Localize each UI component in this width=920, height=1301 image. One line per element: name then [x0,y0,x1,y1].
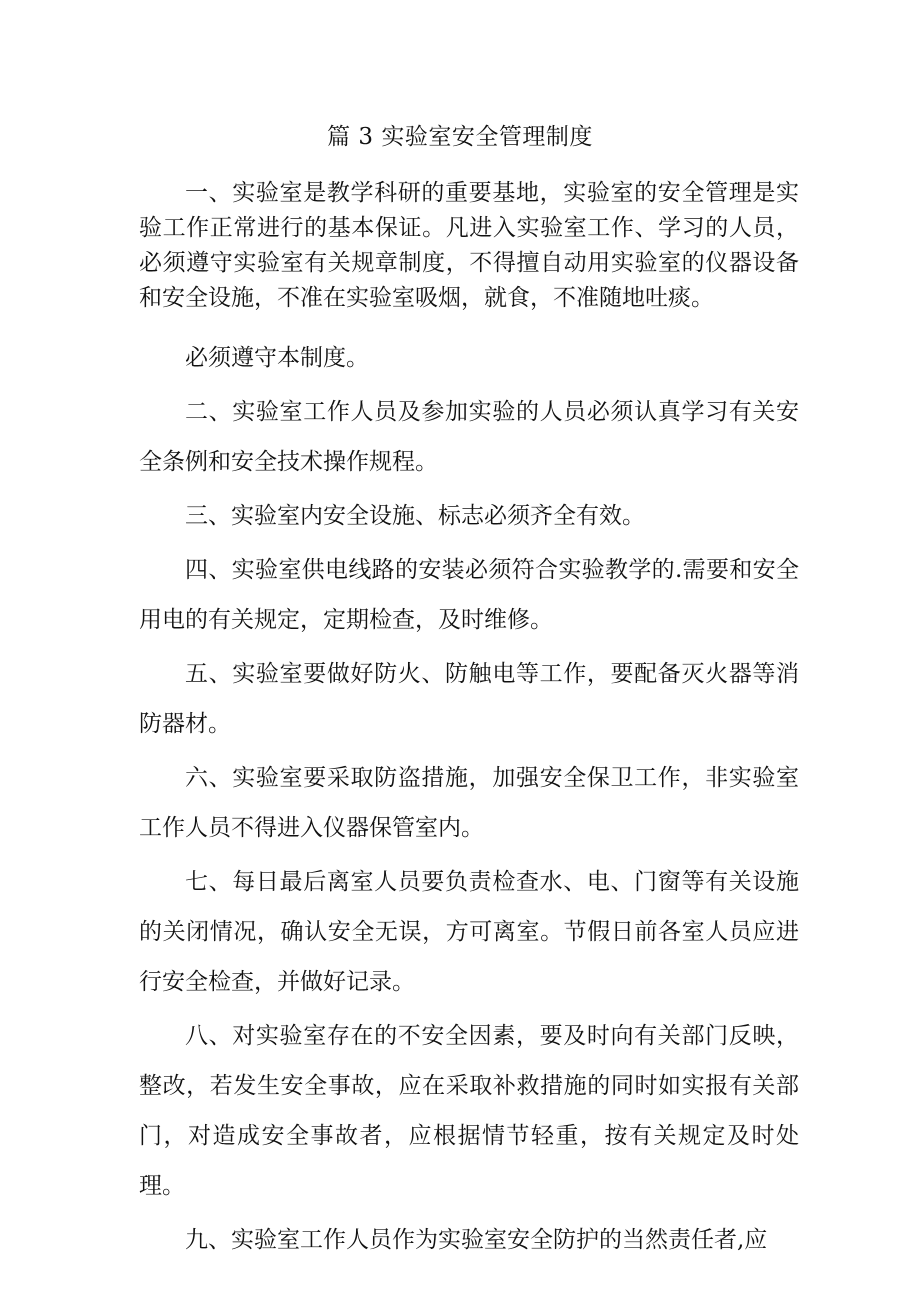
paragraph-4: 三、实验室内安全设施、标志必须齐全有效。 [185,503,645,529]
paragraph-2: 必须遵守本制度。 [185,345,369,371]
paragraph-5: 四、实验室供电线路的安装必须符合实验教学的.需要和安全用电的有关规定，定期检查，及时维修。 [139,557,799,633]
paragraph-7: 六、实验室要采取防盗措施，加强安全保卫工作，非实验室工作人员不得进入仪器保管室内。 [139,765,799,841]
paragraph-3: 二、实验室工作人员及参加实验的人员必须认真学习有关安全条例和安全技术操作规程。 [139,399,799,475]
paragraph-9: 八、对实验室存在的不安全因素，要及时向有关部门反映，整改，若发生安全事故，应在采取补救措施的同时如实报有关部门，对造成安全事故者，应根据情节轻重，按有关规定及时处理。 [139,1023,799,1199]
document-title: 篇 3 实验室安全管理制度 [327,124,593,150]
paragraph-1: 一、实验室是教学科研的重要基地，实验室的安全管理是实验工作正常进行的基本保证。凡进入实验室工作、学习的人员，必须遵守实验室有关规章制度，不得擅自动用实验室的仪器设备和安全设施，不准在实验室吸烟，就食，不准随地吐痰。 [139,180,799,311]
document-body [139,176,799,1269]
paragraph-6: 五、实验室要做好防火、防触电等工作，要配备灭火器等消防器材。 [139,661,799,737]
paragraph-8: 七、每日最后离室人员要负责检查水、电、门窗等有关设施的关闭情况，确认安全无误，方可离室。节假日前各室人员应进行安全检查，并做好记录。 [139,869,799,995]
paragraph-10: 九、实验室工作人员作为实验室安全防护的当然责任者,应 [185,1227,768,1253]
